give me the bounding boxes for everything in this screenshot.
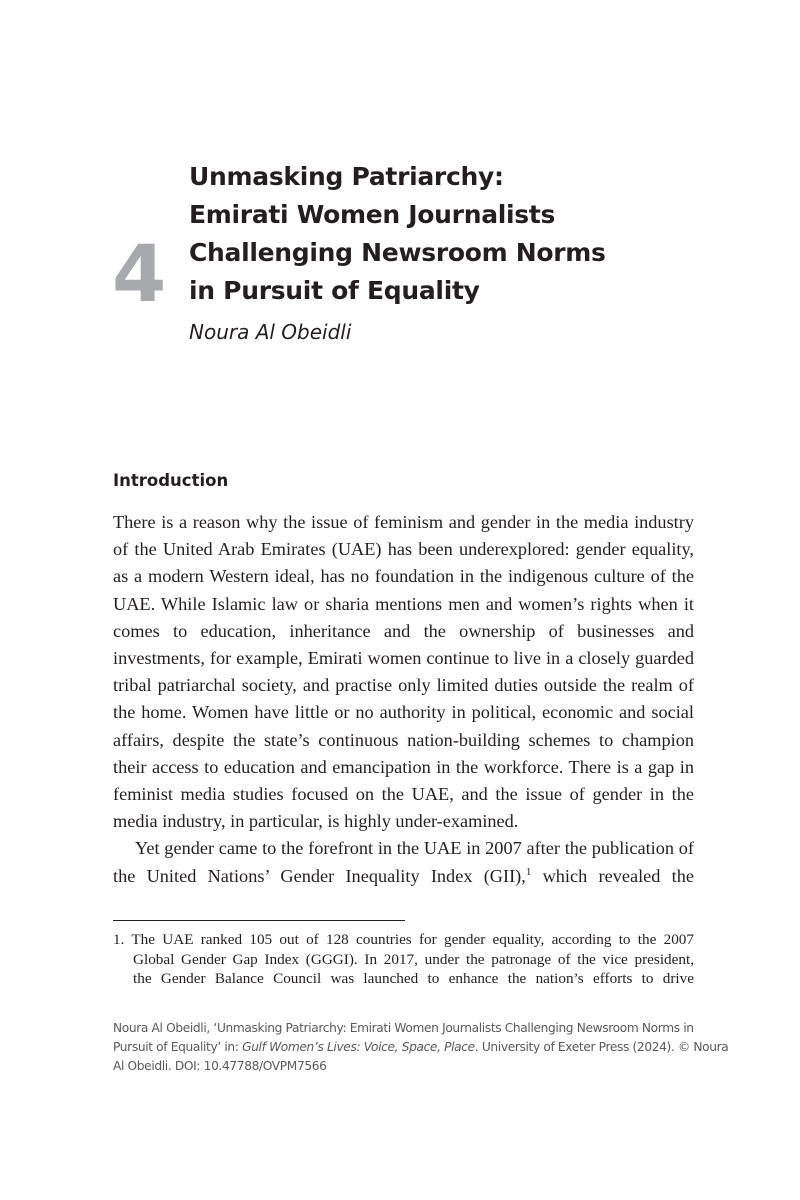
body-paragraph: There is a reason why the issue of feminism and gender in the media industry of the United Arab Emirates (UAE) has been underexplored: gender equality, as a modern Western ideal, has no foundation in the indigenous culture of the UAE. While Islamic law or sharia mentions men and women’s rights when it comes to education, inheritance and the ownership of businesses and investments, for example, Emirati women continue to live in a closely guarded tribal patriarchal society, and practise only limited duties outside the realm of the home. Women have little or no authority in political, economic and social affairs, despite the state’s continuous nation-building schemes to champion their access to education and emancipation in the workforce. There is a gap in feminist media studies focused on the UAE, and the issue of gender in the media industry, in particular, is highly under-examined. bbox=[113, 512, 694, 832]
chapter-title-line: Unmasking Patriarchy: bbox=[189, 162, 504, 191]
citation-line bbox=[113, 1038, 729, 1057]
citation-line: Al Obeidli. DOI: 10.47788/OVPM7566 bbox=[113, 1059, 327, 1073]
body-paragraph bbox=[113, 835, 694, 889]
footnote-line: the Gender Balance Council was launched to enhance the nation’s efforts to drive bbox=[133, 970, 694, 987]
chapter-title bbox=[189, 158, 749, 310]
citation-text: Pursuit of Equality’ in: bbox=[113, 1040, 243, 1054]
footnote-reference[interactable]: 1 bbox=[525, 865, 532, 878]
chapter-author: Noura Al Obeidli bbox=[189, 320, 352, 344]
book-title: Gulf Women’s Lives: Voice, Space, Place bbox=[242, 1040, 475, 1054]
citation-line: Noura Al Obeidli, ‘Unmasking Patriarchy: Emirati Women Journalists Challenging Newsroom Norms in bbox=[113, 1021, 694, 1035]
chapter-title-line: Challenging Newsroom Norms bbox=[189, 238, 606, 267]
paragraph-text: Yet gender came to the forefront in the UAE in 2007 after the publication of the United Nations’ Gender Inequality Index (GII), bbox=[113, 838, 694, 886]
footnote-line: Global Gender Gap Index (GGGI). In 2017, under the patronage of the vice president, bbox=[133, 950, 694, 968]
chapter-title-line: in Pursuit of Equality bbox=[189, 276, 480, 305]
chapter-number: 4 bbox=[112, 230, 167, 320]
body-text bbox=[113, 509, 694, 890]
citation-text: . University of Exeter Press (2024). © Noura bbox=[474, 1040, 729, 1054]
footnote-divider bbox=[113, 920, 405, 921]
paragraph-text: which revealed the bbox=[531, 865, 694, 886]
chapter-citation bbox=[113, 1019, 729, 1076]
footnote bbox=[113, 930, 694, 989]
section-heading: Introduction bbox=[113, 471, 229, 490]
footnote-line: 1. The UAE ranked 105 out of 128 countries for gender equality, according to the 2007 bbox=[113, 931, 694, 948]
chapter-title-line: Emirati Women Journalists bbox=[189, 200, 556, 229]
